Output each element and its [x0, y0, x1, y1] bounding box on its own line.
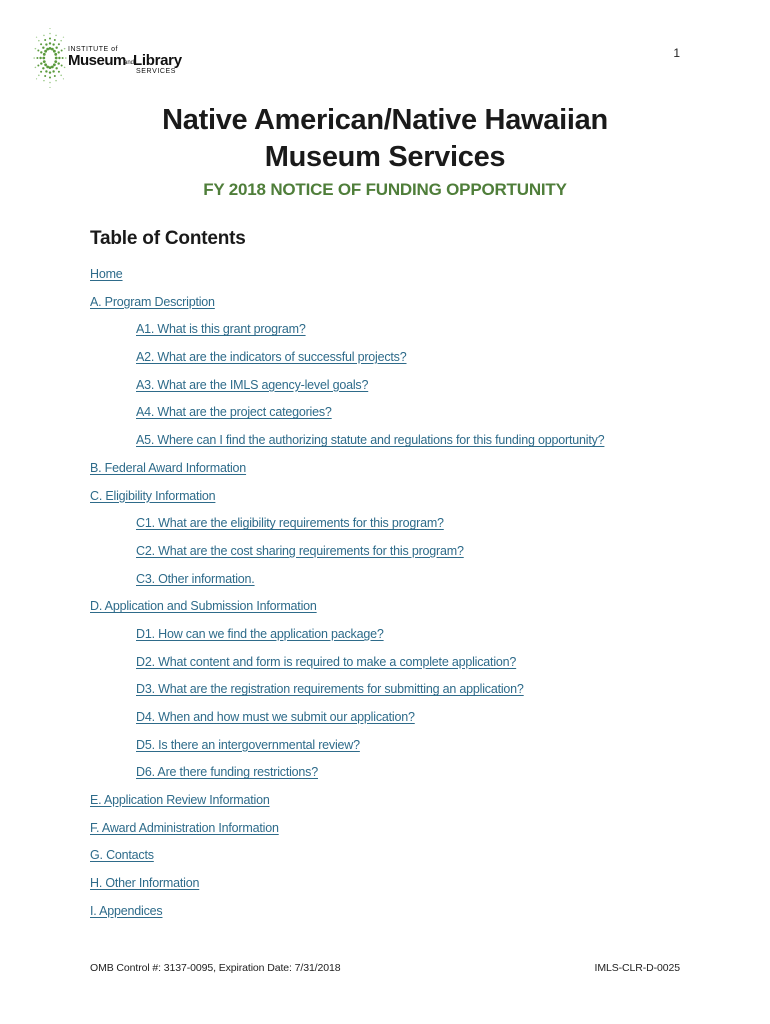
starburst-dot	[57, 62, 59, 64]
starburst-dot	[55, 47, 57, 49]
document-subtitle: FY 2018 NOTICE OF FUNDING OPPORTUNITY	[203, 180, 567, 199]
starburst-dot	[63, 37, 64, 38]
starburst-dot	[64, 67, 66, 69]
starburst-dot	[35, 48, 37, 50]
toc-subsection-link[interactable]: D5. Is there an intergovernmental review?	[136, 737, 360, 752]
table-of-contents	[0, 263, 770, 928]
starburst-dot	[36, 57, 38, 59]
toc-subsection-link[interactable]: A3. What are the IMLS agency-level goals?	[136, 377, 369, 392]
starburst-dot	[40, 51, 42, 53]
starburst-dot	[49, 82, 51, 84]
starburst-dot	[49, 28, 50, 29]
document-title	[0, 102, 770, 176]
starburst-dot	[45, 43, 47, 45]
toc-subsection-link[interactable]: C1. What are the eligibility requirements for this program?	[136, 516, 444, 531]
starburst-dot	[54, 39, 56, 41]
toc-section-link[interactable]: B. Federal Award Information	[90, 460, 247, 475]
toc-section-link[interactable]: F. Award Administration Information	[90, 820, 279, 835]
starburst-dot	[58, 71, 60, 73]
title-line-2: Museum Services	[264, 141, 506, 173]
starburst-dot	[44, 39, 46, 41]
starburst-dot	[35, 67, 37, 69]
logo-and-text: and	[124, 60, 135, 66]
page-number: 1	[673, 46, 680, 60]
starburst-dot	[52, 43, 54, 45]
starburst-dot	[49, 77, 51, 79]
starburst-dot	[42, 47, 44, 49]
toc-subsection-link[interactable]: D2. What content and form is required to make a complete application?	[136, 654, 517, 669]
starburst-dot	[57, 51, 59, 53]
starburst-dot	[38, 40, 40, 42]
starburst-dot	[53, 50, 56, 53]
starburst-dot	[40, 71, 42, 73]
starburst-dot	[38, 75, 40, 77]
starburst-dot	[46, 48, 49, 51]
starburst-dot	[49, 42, 51, 44]
starburst-icon	[32, 28, 68, 88]
toc-subsection-link[interactable]: A5. Where can I find the authorizing statute and regulations for this funding opportunity?	[136, 433, 605, 448]
starburst-dot	[51, 65, 54, 68]
starburst-dot	[60, 75, 62, 77]
footer-form-id: IMLS-CLR-D-0025	[594, 962, 680, 974]
starburst-dot	[49, 71, 51, 73]
toc-section-link[interactable]: Home	[90, 267, 123, 281]
starburst-dot	[49, 37, 51, 39]
starburst-dot	[42, 67, 44, 69]
starburst-dot	[54, 60, 57, 63]
logo-services-text: SERVICES	[136, 68, 177, 75]
starburst-dot	[54, 53, 57, 56]
toc-section-link[interactable]: G. Contacts	[90, 848, 154, 863]
starburst-dot	[55, 35, 57, 37]
starburst-dot	[39, 57, 41, 59]
starburst-dot	[51, 48, 54, 51]
toc-subsection-link[interactable]: D3. What are the registration requirements for submitting an application?	[136, 682, 524, 697]
starburst-dot	[36, 37, 37, 38]
toc-section-link[interactable]: E. Application Review Information	[90, 793, 270, 808]
toc-subsection-link[interactable]: D1. How can we find the application package?	[136, 626, 384, 641]
toc-subsection-link[interactable]: D4. When and how must we submit our application?	[136, 710, 415, 724]
starburst-dot	[60, 40, 62, 42]
starburst-dot	[55, 80, 57, 82]
starburst-dot	[46, 65, 49, 68]
starburst-dot	[44, 50, 47, 53]
starburst-dot	[49, 33, 51, 35]
starburst-dot	[49, 66, 52, 69]
toc-section-link[interactable]: C. Eligibility Information	[90, 488, 216, 503]
title-line-1: Native American/Native Hawaiian	[162, 104, 608, 136]
toc-subsection-link[interactable]: D6. Are there funding restrictions?	[136, 765, 318, 780]
toc-section-link[interactable]: H. Other Information	[90, 876, 200, 891]
toc-section-link[interactable]: I. Appendices	[90, 903, 163, 918]
starburst-dot	[42, 57, 45, 60]
toc-subsection-link[interactable]: A4. What are the project categories?	[136, 405, 332, 420]
toc-subsection-link[interactable]: A1. What is this grant program?	[136, 322, 306, 337]
starburst-dot	[63, 78, 64, 79]
starburst-dot	[61, 64, 63, 66]
starburst-dot	[37, 64, 39, 66]
imls-logo	[32, 28, 192, 88]
starburst-dot	[58, 43, 60, 45]
starburst-dot	[55, 57, 58, 60]
starburst-dot	[40, 62, 42, 64]
footer-omb-control: OMB Control #: 3137-0095, Expiration Date: 7/31/2018	[90, 962, 341, 974]
starburst-dot	[33, 57, 35, 59]
logo-institute-text: INSTITUTE of	[68, 46, 118, 53]
starburst-dot	[52, 70, 54, 72]
starburst-dot	[43, 60, 46, 63]
starburst-dot	[49, 47, 52, 50]
logo-museum-text: Museum	[68, 52, 126, 69]
starburst-dot	[62, 57, 64, 59]
toc-subsection-link[interactable]: C2. What are the cost sharing requirements for this program?	[136, 543, 464, 558]
starburst-dot	[55, 67, 57, 69]
starburst-dot	[61, 50, 63, 52]
starburst-dot	[45, 70, 47, 72]
starburst-dot	[58, 57, 60, 59]
starburst-dot	[36, 78, 37, 79]
toc-section-link[interactable]: A. Program Description	[90, 294, 215, 309]
starburst-dot	[54, 75, 56, 77]
starburst-dot	[44, 63, 47, 66]
starburst-dot	[37, 50, 39, 52]
starburst-dot	[44, 75, 46, 77]
starburst-dot	[43, 53, 46, 56]
starburst-dot	[40, 43, 42, 45]
toc-section-link[interactable]: D. Application and Submission Information	[90, 599, 317, 614]
starburst-dot	[43, 35, 45, 37]
starburst-dot	[64, 48, 66, 50]
toc-subsection-link[interactable]: C3. Other information.	[136, 571, 255, 586]
toc-heading: Table of Contents	[90, 228, 246, 249]
logo-library-text: Library	[133, 52, 182, 69]
starburst-dot	[43, 80, 45, 82]
starburst-dot	[49, 87, 50, 88]
toc-subsection-link[interactable]: A2. What are the indicators of successful projects?	[136, 350, 407, 365]
starburst-dot	[53, 63, 56, 66]
starburst-dot	[65, 57, 67, 59]
